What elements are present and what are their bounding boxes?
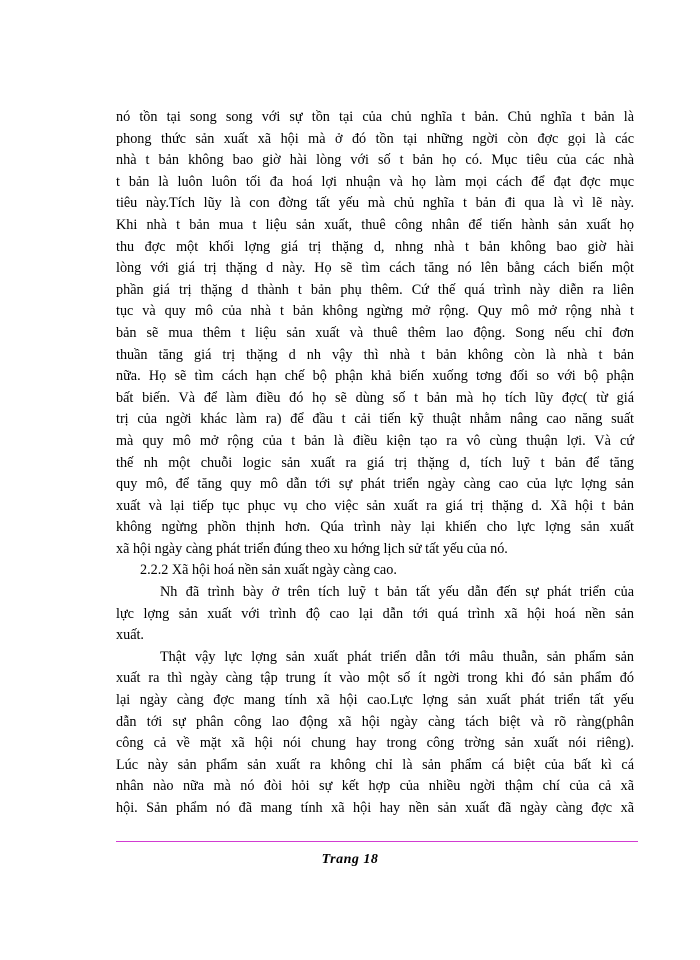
body-text [116,107,634,820]
text-line: lực lợng sản xuất với trình độ cao lại dẫn tới quá trình xã hội hoá nền sản [116,605,634,622]
text-line: t bản là luôn luôn tối đa hoá lợi nhuận và họ làm mọi cách để đạt đợc mục [116,173,634,190]
text-line: thế nh một chuỗi logic sản xuất ra giá trị thặng d, tích luỹ t bản để tăng [116,454,634,471]
text-line: Khi nhà t bản mua t liệu sản xuất, thuê công nhân để tiến hành sản xuất họ [116,216,634,233]
text-line: không ngừng phồn thịnh hơn. Qúa trình này lại khiến cho lực lợng sản xuất [116,519,634,536]
text-line: hội. Sản phẩm nó đã mang tính xã hội hay nền sản xuất đã ngày càng đợc xã [116,800,634,816]
page-number-footer: Trang 18 [321,852,379,867]
text-line: phong thức sản xuất xã hội mà ở đó tồn tại những ngời còn đợc gọi là các [116,130,634,147]
text-line: nữa. Họ sẽ tìm cách hạn chế bộ phận khả biến xuống tơng đối so với bộ phận [116,368,634,385]
text-line: xuất ra thì ngày càng tập trung ít vào một số ít ngời trong khi đó sản phẩm đó [116,670,634,687]
text-line: phần giá trị thặng d thành t bản phụ thêm. Cứ thế quá trình này diễn ra liên [116,281,634,298]
text-line: bản sẽ mua thêm t liệu sản xuất và thuê thêm lao động. Song nếu chỉ đơn [116,324,634,341]
text-line: lại ngày càng đợc mang tính xã hội cao.Lực lợng sản xuất phát triển tất yếu [116,692,634,709]
section-heading: 2.2.2 Xã hội hoá nền sản xuất ngày càng cao. [140,562,397,579]
text-line: dẫn tới sự phân công lao động xã hội ngày càng tách biệt và rõ ràng(phân [116,713,634,730]
text-line: quy mô, để tăng quy mô dẫn tới sự phát triển ngày càng cao của lực lợng sản [116,476,634,493]
text-line: lòng với giá trị thặng d này. Họ sẽ tìm cách tăng nó lên bằng cách biến một [116,260,634,277]
footer-divider [116,841,638,842]
text-line: bất biến. Và để làm điều đó họ sẽ dùng số t bản mà họ tích lũy đợc( từ giá [116,389,634,406]
text-line: xuất và lại tiếp tục phục vụ cho việc sản xuất ra giá trị thặng d. Xã hội t bản [116,497,634,514]
text-line: công cả về mặt xã hội nói chung hay trong công trờng sản xuất nói riêng). [116,735,634,752]
text-line: tục và quy mô của nhà t bản không ngừng mở rộng. Quy mô mở rộng nhà t [116,303,634,320]
text-line: trị của ngời khác làm ra) để đầu t cải tiến kỹ thuật nhằm nâng cao năng suất [116,411,634,428]
text-line: Lúc này sản phẩm sản xuất ra không chỉ là sản phẩm cá biệt của bất kì cá [116,756,634,773]
text-line: thu đợc một khối lợng giá trị thặng d, nhng nhà t bản không bao giờ hài [116,238,634,255]
text-line: Nh đã trình bày ở trên tích luỹ t bản tất yếu dẫn đến sự phát triển của [160,584,634,601]
text-line: nó tồn tại song song với sự tồn tại của chủ nghĩa t bản. Chủ nghĩa t bản là [116,109,634,125]
text-line: Thật vậy lực lợng sản xuất phát triển dẫn tới mâu thuẫn, sản phẩm sản [160,648,634,665]
text-line: mà quy mô mở rộng của t bản là điều kiện tạo ra vô cùng thuận lợi. Và cứ [116,432,634,449]
text-line: tiêu này.Tích lũy là con đờng tất yếu mà chủ nghĩa t bản đi qua là vì lẽ này. [116,195,634,212]
text-line: xã hội ngày càng phát triển đúng theo xu hớng lịch sử tất yếu của nó. [116,540,508,557]
text-line: xuất. [116,627,144,644]
text-line: thuần tăng giá trị thặng d nh vậy thì nhà t bản không còn là nhà t bản [116,346,634,363]
text-line: nhà t bản không bao giờ hài lòng với số t bản họ có. Mục tiêu của các nhà [116,152,634,169]
text-line: nhân nào nữa mà nó đòi hỏi sự kết hợp của nhiều ngời thậm chí của cả xã [116,778,634,795]
